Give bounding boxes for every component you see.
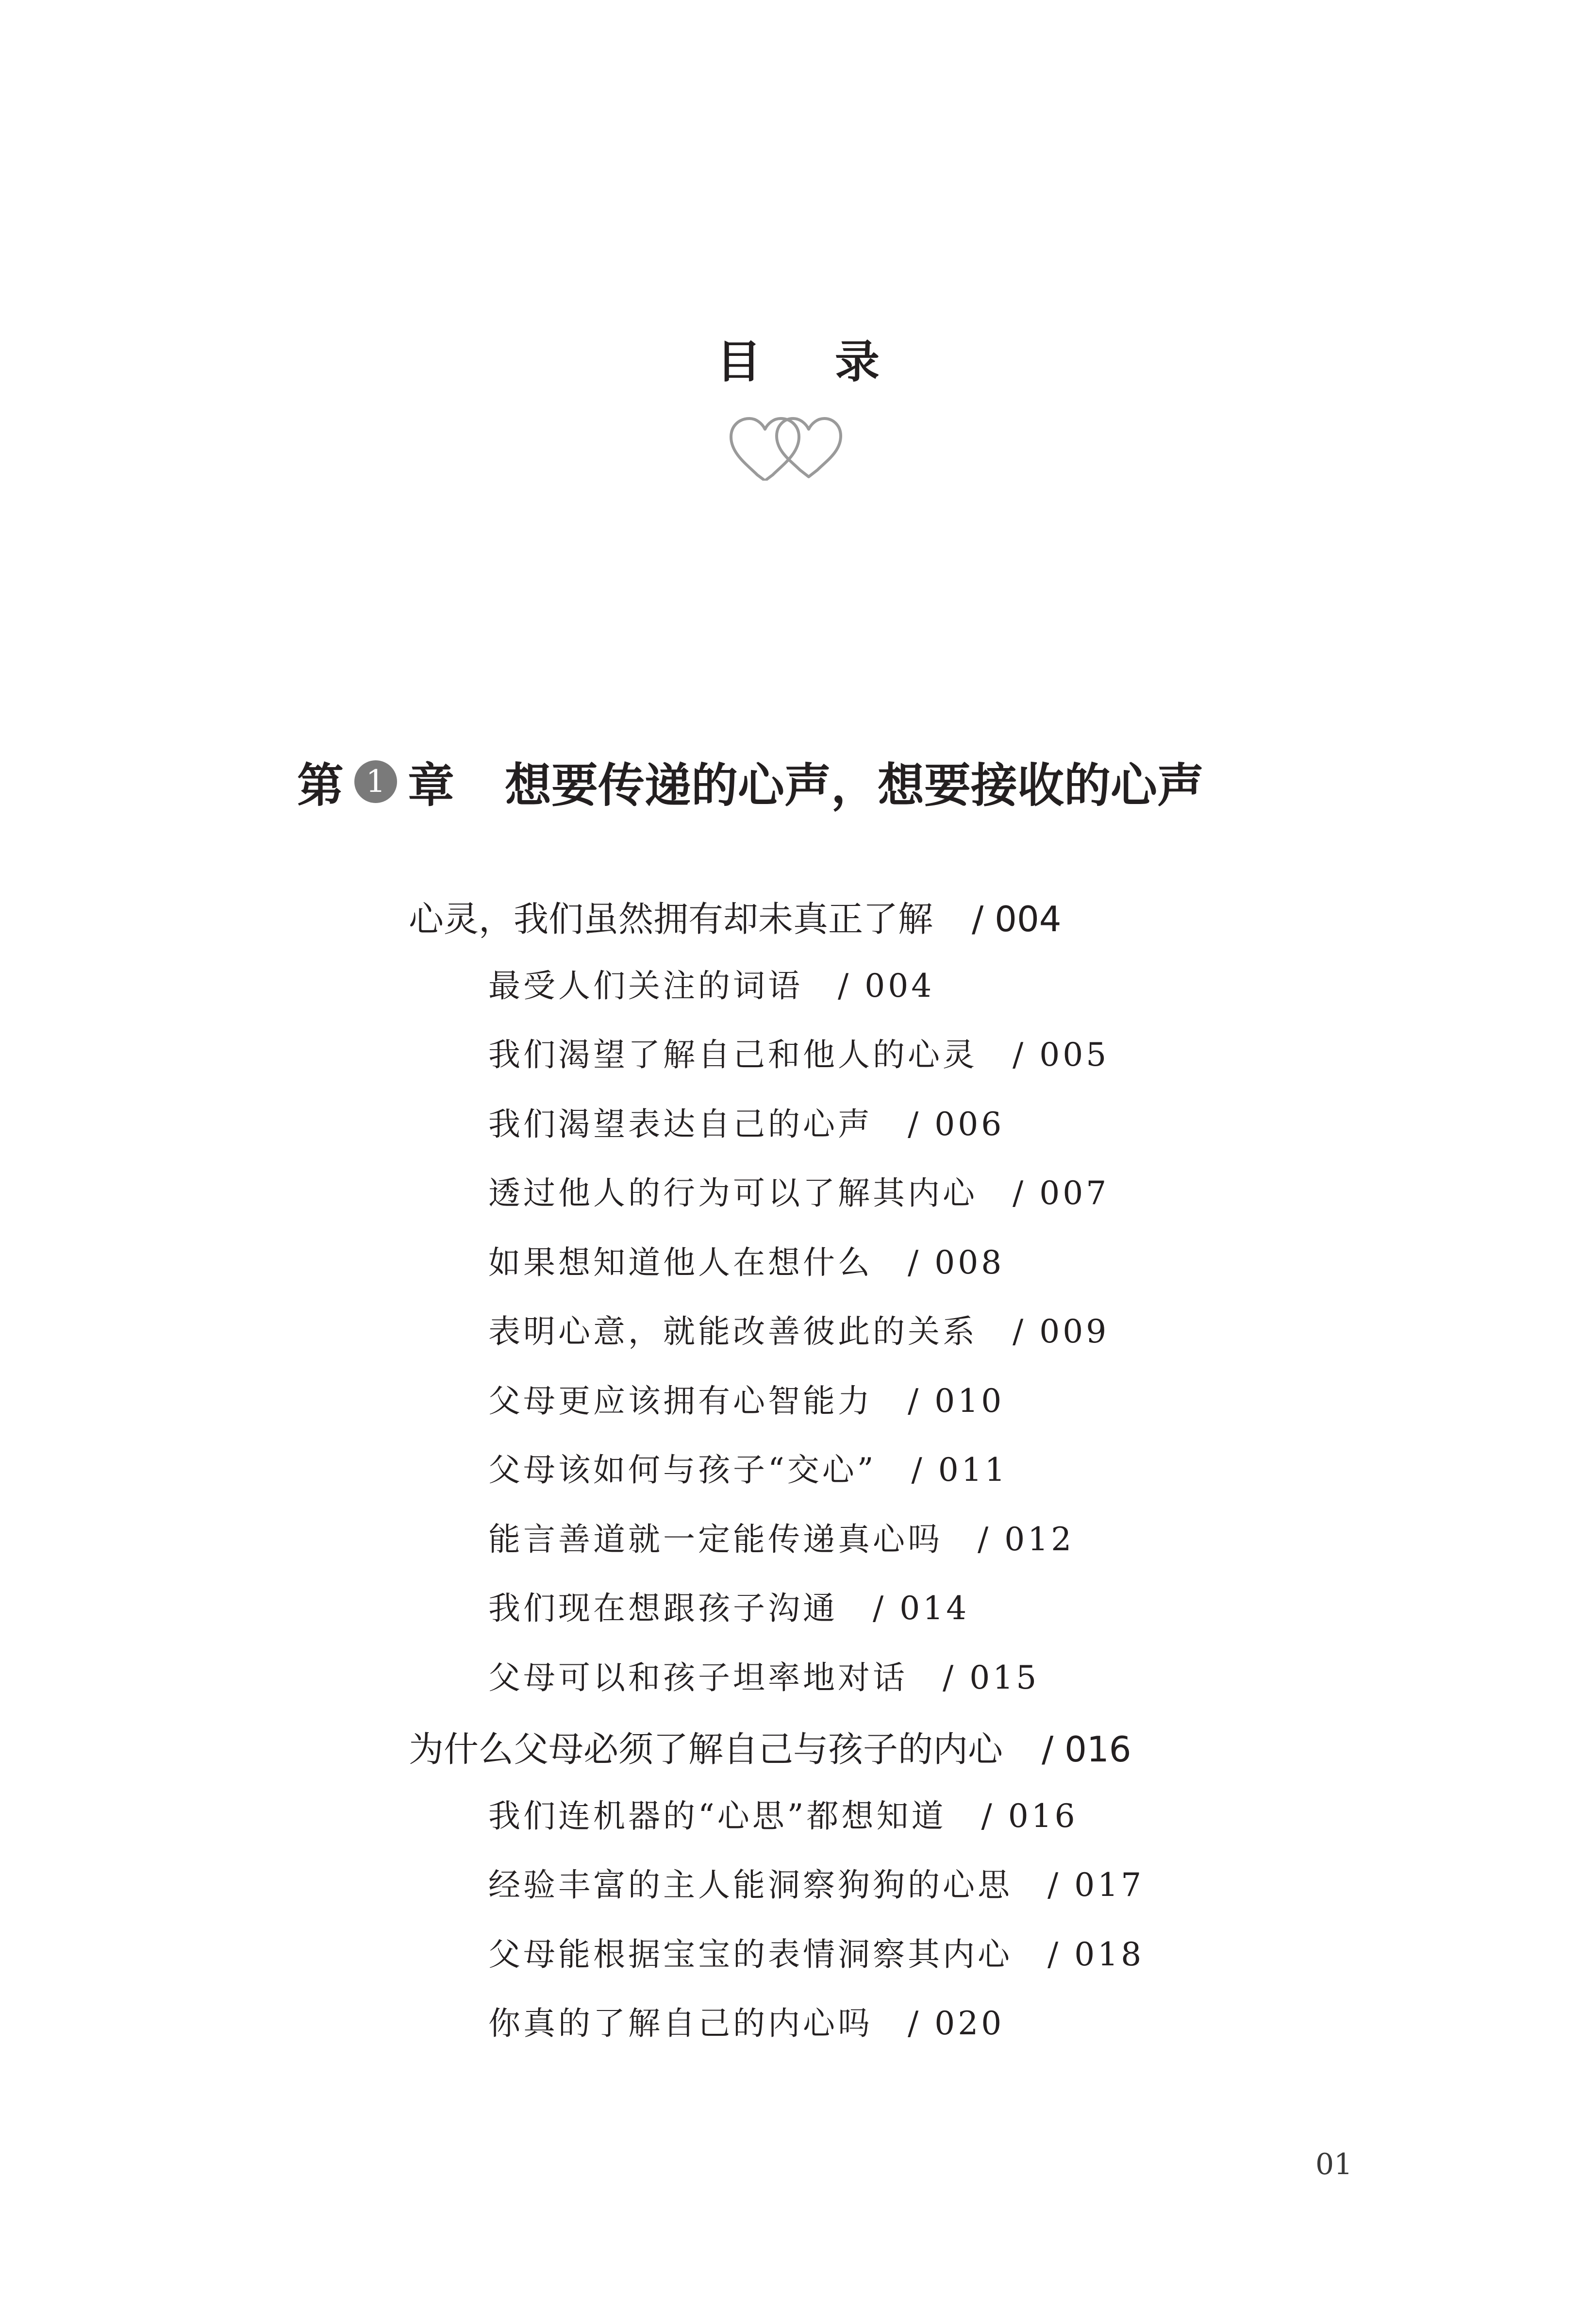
toc-entry-title: 父母能根据宝宝的表情洞察其内心 <box>488 1936 1013 1973</box>
toc-entry-page: / 010 <box>908 1382 1005 1420</box>
toc-section-entry[interactable] <box>409 892 1062 946</box>
toc-subsection-entry[interactable] <box>488 1446 1008 1494</box>
toc-subsection-entry[interactable] <box>488 1999 1004 2048</box>
toc-entry-title: 我们渴望了解自己和他人的心灵 <box>488 1036 978 1073</box>
chapter-prefix: 第 <box>297 758 344 813</box>
toc-subsection-entry[interactable] <box>488 1654 1039 1702</box>
toc-entry-page: / 016 <box>981 1797 1078 1835</box>
toc-subsection-entry[interactable] <box>488 962 934 1010</box>
toc-entry-page: / 006 <box>908 1106 1005 1143</box>
toc-entry-page: / 018 <box>1047 1936 1145 1973</box>
toc-entry-page: / 009 <box>1013 1313 1110 1350</box>
toc-entry-title: 如果想知道他人在想什么 <box>488 1244 873 1281</box>
toc-entry-title: 父母可以和孩子坦率地对话 <box>488 1659 908 1696</box>
toc-entry-page: / 011 <box>911 1451 1008 1489</box>
chapter-suffix: 章 <box>408 758 454 813</box>
chapter-heading <box>297 748 1204 816</box>
toc-entry-page: / 020 <box>908 2005 1005 2042</box>
toc-entry-page: / 016 <box>1042 1729 1131 1770</box>
toc-entry-page: / 012 <box>978 1521 1075 1558</box>
toc-entry-title: 我们现在想跟孩子沟通 <box>488 1590 838 1627</box>
toc-subsection-entry[interactable] <box>488 1031 1109 1079</box>
chapter-number-badge: 1 <box>354 760 397 803</box>
toc-entry-title: 父母更应该拥有心智能力 <box>488 1382 873 1420</box>
toc-subsection-entry[interactable] <box>488 1377 1004 1425</box>
toc-entry-title: 表明心意，就能改善彼此的关系 <box>488 1313 978 1350</box>
double-heart-icon <box>728 413 843 481</box>
toc-entry-page: / 007 <box>1013 1174 1110 1212</box>
toc-entry-title: 心灵，我们虽然拥有却未真正了解 <box>409 899 933 939</box>
toc-entry-page: / 008 <box>908 1244 1005 1281</box>
toc-subsection-entry[interactable] <box>488 1169 1109 1218</box>
toc-subsection-entry[interactable] <box>488 1100 1004 1149</box>
toc-entry-title: 经验丰富的主人能洞察狗狗的心思 <box>488 1866 1013 1904</box>
page-number: 01 <box>1315 2147 1353 2181</box>
toc-subsection-entry[interactable] <box>488 1515 1074 1564</box>
toc-section-entry[interactable] <box>409 1723 1131 1776</box>
chapter-title[interactable]: 想要传递的心声，想要接收的心声 <box>505 758 1204 813</box>
toc-entry-page: / 015 <box>943 1659 1040 1696</box>
toc-entry-page: / 005 <box>1013 1036 1110 1073</box>
toc-entry-page: / 004 <box>972 899 1062 939</box>
toc-subsection-entry[interactable] <box>488 1792 1078 1841</box>
toc-entry-page: / 014 <box>873 1590 970 1627</box>
toc-entry-title: 你真的了解自己的内心吗 <box>488 2005 873 2042</box>
toc-entry-title: 我们连机器的“心思”都想知道 <box>488 1797 947 1835</box>
toc-entry-title: 最受人们关注的词语 <box>488 967 803 1005</box>
page-title: 目 录 <box>716 336 909 388</box>
toc-subsection-entry[interactable] <box>488 1239 1004 1287</box>
toc-entry-title: 能言善道就一定能传递真心吗 <box>488 1521 943 1558</box>
toc-entry-title: 透过他人的行为可以了解其内心 <box>488 1174 978 1212</box>
toc-subsection-entry[interactable] <box>488 1307 1109 1356</box>
toc-subsection-entry[interactable] <box>488 1930 1144 1979</box>
toc-entry-title: 为什么父母必须了解自己与孩子的内心 <box>409 1729 1003 1770</box>
toc-entry-title: 父母该如何与孩子“交心” <box>488 1451 877 1489</box>
toc-entry-title: 我们渴望表达自己的心声 <box>488 1106 873 1143</box>
toc-entry-page: / 017 <box>1047 1866 1145 1904</box>
toc-entry-page: / 004 <box>838 967 935 1005</box>
toc-subsection-entry[interactable] <box>488 1861 1144 1910</box>
toc-subsection-entry[interactable] <box>488 1584 969 1633</box>
